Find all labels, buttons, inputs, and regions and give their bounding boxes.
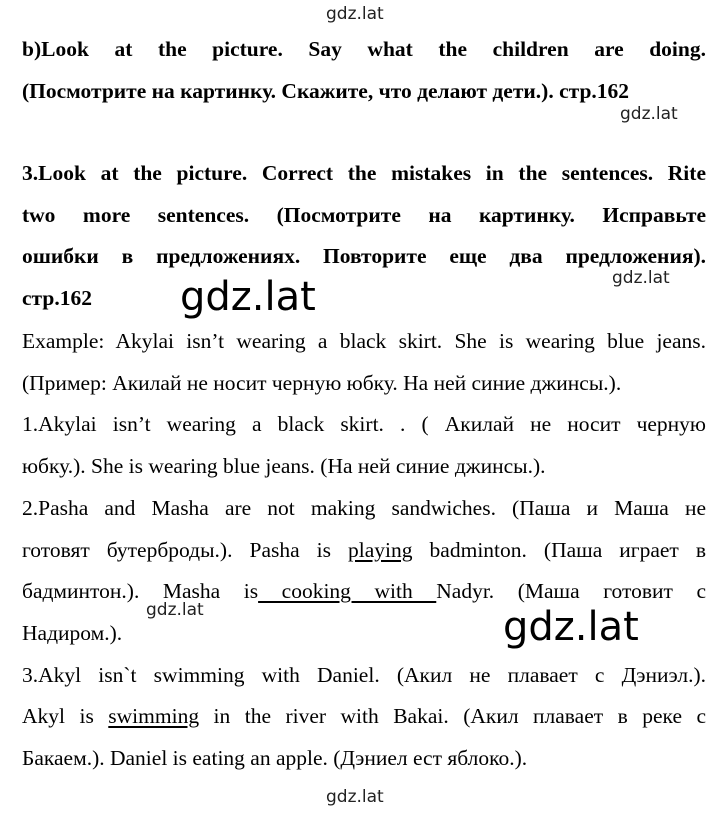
item2-line-4: Надиром.). (22, 621, 123, 645)
underlined-playing: playing (348, 538, 413, 562)
task3-line-1: 3.Look at the picture. Correct the mistakes in the sentences. Rite (22, 161, 706, 185)
item2-line-3: бадминтон.). Masha is cooking with Nadyr. (Маша готовит с (22, 579, 706, 603)
item3-line-3: Бакаем.). Daniel is eating an apple. (Дэниел ест яблоко.). (22, 746, 528, 770)
watermark-top: gdz.lat (326, 4, 384, 24)
task3-line-3: ошибки в предложениях. Повторите еще два предложения). (22, 244, 706, 268)
watermark-mid: gdz.lat (146, 600, 204, 620)
underlined-swimming: swimming (108, 704, 200, 728)
task-b-line-2: (Посмотрите на картинку. Скажите, что делают дети.). стр.162 (22, 79, 630, 103)
item2-line-2: готовят бутерброды.). Pasha is playing badminton. (Паша играет в (22, 538, 706, 562)
task3-line-4: стр.162 (22, 286, 92, 310)
underlined-cooking-with: cooking with (258, 579, 437, 603)
watermark-right-2: gdz.lat (612, 268, 670, 288)
item3-line-2: Akyl is swimming in the river with Bakai. (Акил плавает в реке с (22, 704, 706, 728)
item1-line-1: 1.Akylai isn’t wearing a black skirt. . ( Акилай не носит черную (22, 412, 706, 436)
task-b-line-1: b)Look at the picture. Say what the children are doing. (22, 37, 706, 61)
item2-line-1: 2.Pasha and Masha are not making sandwiches. (Паша и Маша не (22, 496, 706, 520)
example-line-1: Example: Akylai isn’t wearing a black skirt. She is wearing blue jeans. (22, 329, 706, 353)
item1-line-2: юбку.). She is wearing blue jeans. (На ней синие джинсы.). (22, 454, 546, 478)
watermark-large-1: gdz.lat (180, 274, 316, 320)
watermark-bottom: gdz.lat (326, 787, 384, 807)
item3-line-1: 3.Akyl isn`t swimming with Daniel. (Акил не плавает с Дэниэл.). (22, 663, 706, 687)
example-line-2: (Пример: Акилай не носит черную юбку. На ней синие джинсы.). (22, 371, 622, 395)
task3-line-2: two more sentences. (Посмотрите на картинку. Исправьте (22, 203, 706, 227)
watermark-large-2: gdz.lat (503, 604, 639, 650)
watermark-right-1: gdz.lat (620, 104, 678, 124)
